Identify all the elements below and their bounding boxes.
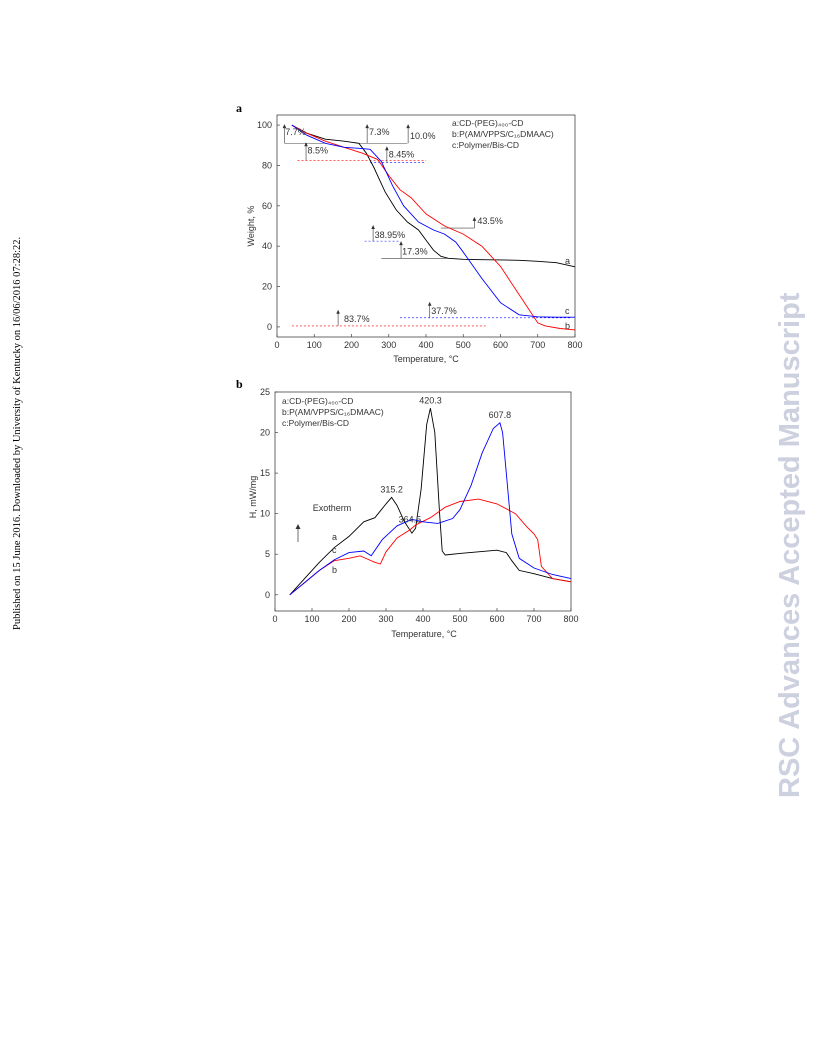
- annotation-label: 38.95%: [374, 230, 406, 241]
- x-tick-label: 0: [274, 340, 280, 350]
- annotation-arrow-head: [336, 310, 340, 314]
- x-tick: [274, 334, 279, 350]
- legend-entry-c: c:Polymer/Bis-CD: [452, 140, 520, 150]
- chart-panel-b: [236, 377, 579, 639]
- x-tick: [381, 334, 396, 350]
- y-axis-label-a: Weight, %: [246, 205, 256, 247]
- x-tick-label: 300: [381, 340, 397, 350]
- x-tick: [341, 608, 356, 624]
- series-line-a: [292, 125, 575, 267]
- x-tick-label: 400: [415, 614, 431, 624]
- x-tick: [456, 334, 471, 350]
- y-tick: [257, 120, 280, 130]
- x-tick-label: 600: [489, 614, 505, 624]
- x-tick: [272, 608, 277, 624]
- x-tick: [344, 334, 359, 350]
- download-notice: Published on 15 June 2016. Downloaded by University of Kentucky on 16/06/2016 07:28:22.: [12, 236, 23, 630]
- series-group-a: [292, 125, 575, 330]
- x-tick-label: 0: [272, 614, 278, 624]
- annotation-arrow-head: [371, 225, 375, 229]
- x-tick: [567, 334, 582, 350]
- annotation-label: 8.5%: [307, 145, 329, 156]
- x-tick: [526, 608, 541, 624]
- annotation-label: 7.3%: [369, 127, 390, 138]
- y-tick-label: 15: [259, 468, 270, 479]
- x-tick-label: 200: [341, 614, 357, 624]
- x-tick-label: 500: [455, 340, 471, 350]
- y-tick-label: 40: [261, 241, 272, 252]
- x-tick: [452, 608, 467, 624]
- x-tick-label: 800: [567, 340, 583, 350]
- annotation-label: 607.8: [488, 409, 512, 420]
- y-tick-label: 20: [259, 427, 270, 438]
- x-tick: [563, 608, 578, 624]
- legend-entry-b: b:P(AM/VPPS/C₁₆DMAAC): [282, 407, 384, 417]
- y-tick-label: 60: [261, 200, 272, 211]
- curve-labels-b: [332, 532, 337, 575]
- y-tick-label: 80: [261, 160, 272, 171]
- x-tick: [489, 608, 504, 624]
- x-tick-label: 600: [492, 340, 509, 350]
- x-axis-label-b: Temperature, °C: [391, 629, 457, 639]
- curve-label-a: a: [332, 532, 338, 542]
- annotation-label: 10.0%: [409, 131, 436, 142]
- legend-entry-c: c:Polymer/Bis-CD: [282, 418, 350, 428]
- legend-entry-b: b:P(AM/VPPS/C₁₆DMAAC): [452, 129, 554, 139]
- x-tick-label: 200: [343, 340, 360, 350]
- legend-entry-a: a:CD-(PEG)₄₀₀-CD: [452, 118, 524, 128]
- y-axis-label-b: H, mW/mg: [248, 475, 258, 519]
- x-tick-label: 800: [563, 614, 579, 624]
- curve-label-c: c: [332, 545, 337, 555]
- series-line-b: [292, 125, 575, 330]
- chart-panel-a: [236, 101, 583, 364]
- curve-labels-a: [565, 256, 570, 331]
- curve-label-b: b: [332, 565, 338, 575]
- y-tick-label: 100: [256, 120, 272, 131]
- exotherm-arrow-head: [296, 524, 301, 529]
- annotation-label: 8.45%: [388, 149, 415, 160]
- y-tick: [267, 322, 280, 332]
- x-tick-label: 700: [530, 340, 546, 350]
- x-tick-label: 700: [526, 614, 542, 624]
- legend-entry-a: a:CD-(PEG)₄₀₀-CD: [282, 396, 354, 406]
- x-tick-label: 400: [418, 340, 434, 350]
- annotation-arrow-head: [399, 241, 403, 245]
- panel-letter-b: b: [236, 377, 243, 391]
- annotation-arrow-head: [406, 124, 410, 128]
- curve-label-a: a: [565, 256, 571, 266]
- annotation-label: Exotherm: [312, 503, 352, 514]
- x-tick: [418, 334, 433, 350]
- annotation-label: 83.7%: [344, 313, 370, 324]
- curve-label-c: c: [565, 306, 570, 316]
- annotation-label: 17.3%: [402, 246, 428, 257]
- x-tick-label: 500: [452, 614, 468, 624]
- y-tick: [265, 590, 278, 600]
- annotations-a: [285, 127, 503, 324]
- annotation-label: 315.2: [380, 484, 403, 495]
- legend-b: [282, 396, 384, 428]
- y-tick-label: 5: [264, 549, 270, 560]
- y-tick-label: 20: [261, 281, 272, 292]
- y-tick: [265, 549, 278, 559]
- annotation-arrow-head: [473, 217, 477, 221]
- curve-label-b: b: [565, 321, 571, 331]
- x-tick-label: 100: [306, 340, 322, 350]
- series-line-c: [292, 125, 575, 317]
- x-tick: [307, 334, 322, 350]
- y-tick-label: 25: [259, 387, 270, 397]
- annotation-label: 420.3: [419, 395, 442, 406]
- y-tick-label: 10: [259, 508, 270, 519]
- x-tick: [304, 608, 319, 624]
- y-tick-label: 0: [264, 589, 270, 600]
- x-tick: [493, 334, 508, 350]
- annotation-label: 364.5: [398, 514, 422, 525]
- journal-watermark: RSC Advances Accepted Manuscript: [774, 292, 806, 798]
- annotation-label: 43.5%: [477, 215, 503, 226]
- legend-a: [452, 118, 554, 150]
- x-tick-label: 300: [378, 614, 394, 624]
- annotation-label: 37.7%: [431, 305, 457, 316]
- x-tick: [530, 334, 545, 350]
- x-tick: [415, 608, 430, 624]
- x-tick-label: 100: [304, 614, 320, 624]
- x-axis-label-a: Temperature, °C: [393, 354, 459, 364]
- y-tick-label: 0: [266, 321, 272, 332]
- panel-letter-a: a: [236, 101, 242, 115]
- x-tick: [378, 608, 393, 624]
- annotation-label: 7.7%: [285, 127, 306, 138]
